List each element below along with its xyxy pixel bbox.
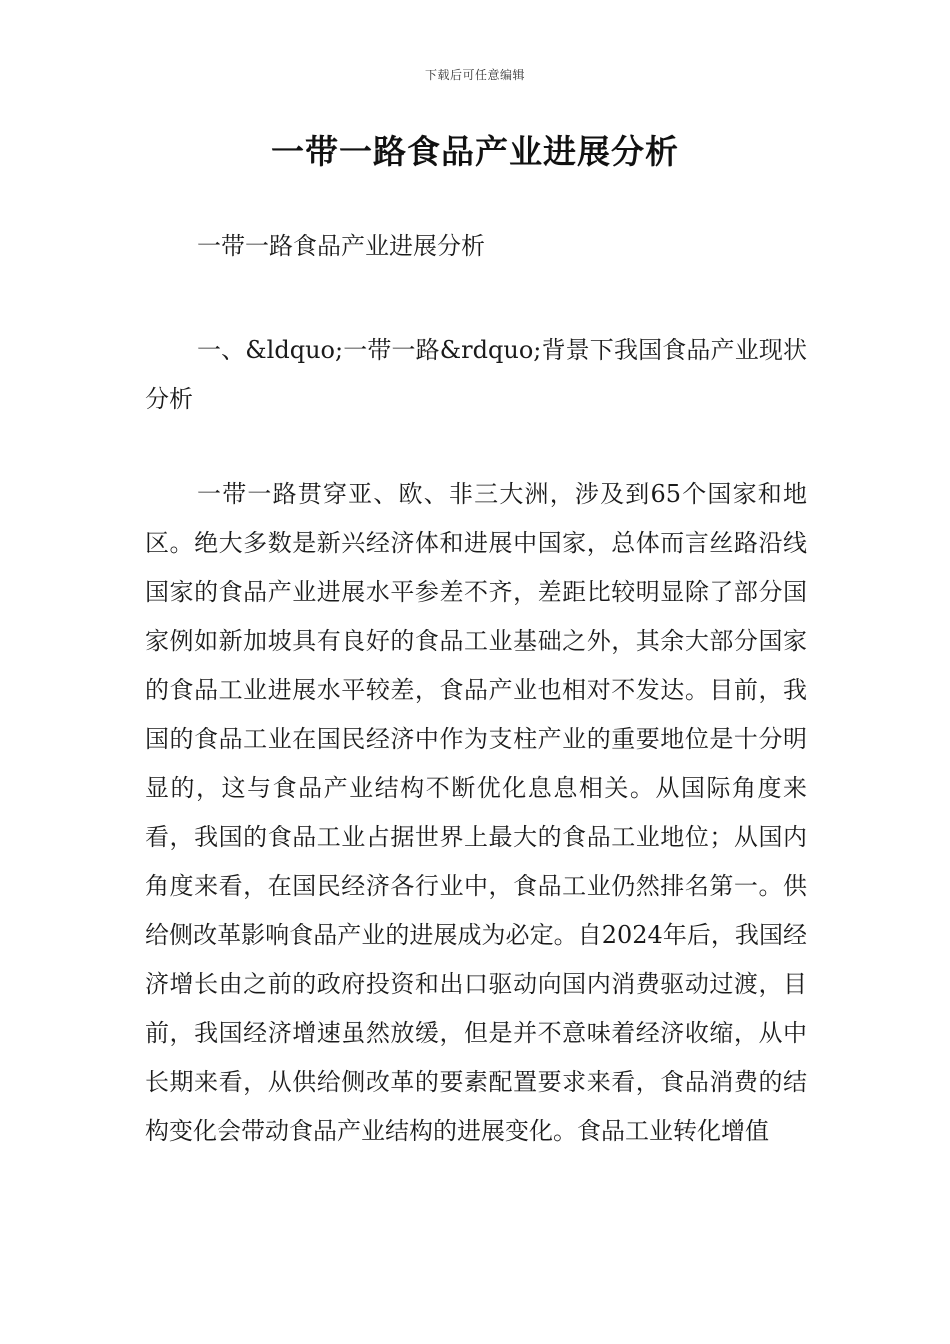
subtitle-paragraph: 一带一路食品产业进展分析 <box>197 232 485 260</box>
header-note: 下载后可任意编辑 <box>424 68 525 82</box>
document-title: 一带一路食品产业进展分析 <box>271 132 679 171</box>
body-paragraph: 一带一路贯穿亚、欧、非三大洲，涉及到65个国家和地区。绝大多数是新兴经济体和进展中国家，总体而言丝路沿线国家的食品产业进展水平参差不齐，差距比较明显除了部分国家例如新加坡具有良好的食品工业基础之外，其余大部分国家的食品工业进展水平较差，食品产业也相对不发达。目前，我国的食品工业在国民经济中作为支柱产业的重要地位是十分明显的，这与食品产业结构不断优化息息相关。从国际角度来看，我国的食品工业占据世界上最大的食品工业地位；从国内角度来看，在国民经济各行业中，食品工业仍然排名第一。供给侧改革影响食品产业的进展成为必定。自2024年后，我国经济增长由之前的政府投资和出口驱动向国内消费驱动过渡，目前，我国经济增速虽然放缓，但是并不意味着经济收缩，从中长期来看，从供给侧改革的要素配置要求来看，食品消费的结构变化会带动食品产业结构的进展变化。食品工业转化增值 <box>145 480 807 1145</box>
section-heading-block <box>145 326 807 424</box>
body-paragraph-block <box>145 470 807 1156</box>
subtitle-block <box>145 222 807 271</box>
section-heading: 一、&ldquo;一带一路&rdquo;背景下我国食品产业现状分析 <box>145 336 807 413</box>
